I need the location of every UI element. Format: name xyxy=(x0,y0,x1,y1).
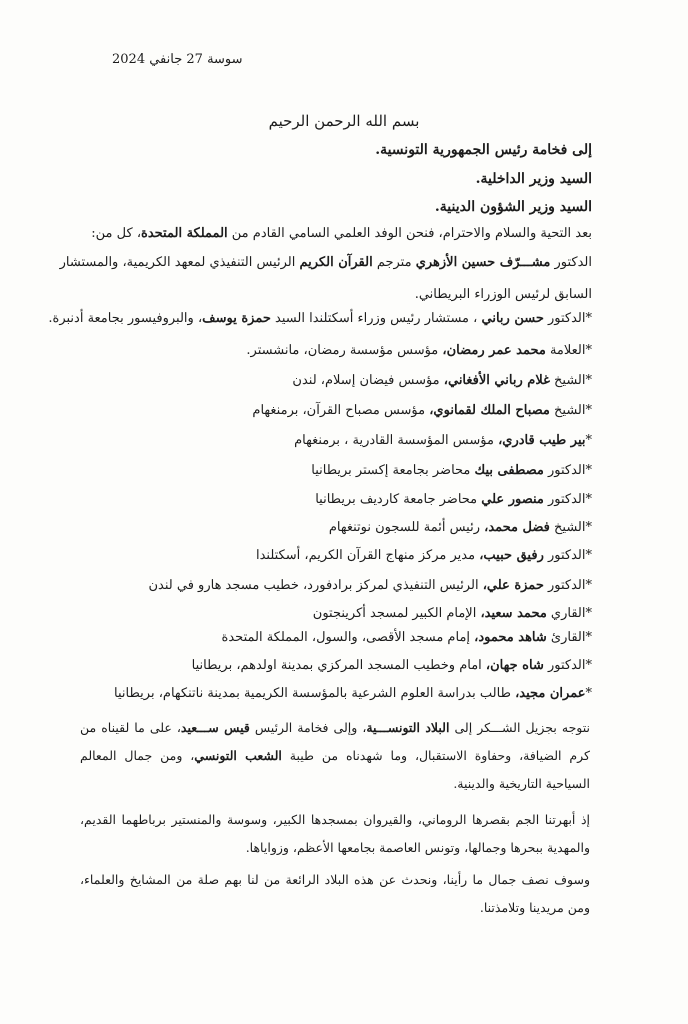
member-text: *الشيخ xyxy=(549,520,592,535)
member-line xyxy=(96,520,592,535)
thanks-text: نتوجه بجزيل الشـــكر إلى xyxy=(449,720,591,735)
paragraph-landmarks: إذ أبهرتنا الجم بقصرها الروماني، والقيروان بمسجدها الكبير، وسوسة والمنستير برباطهما القديم، والمهدية ببحرها وجمالها، وتونس العاصمة بجامعها الأعظم، وزواياها. xyxy=(80,812,590,855)
member-text: *القارئ xyxy=(546,630,592,645)
member-text: *القاري xyxy=(546,606,592,621)
member-text: ، مستشار رئيس وزراء أسكتلندا السيد xyxy=(270,311,482,326)
member-line xyxy=(96,578,592,593)
addressee-president: إلى فخامة رئيس الجمهورية التونسية. xyxy=(375,142,592,158)
quran-name: القرآن الكريم xyxy=(299,255,373,270)
intro-country: المملكة المتحدة xyxy=(141,226,228,241)
member-text: مؤسس مؤسسة رمضان، مانشستر. xyxy=(246,343,443,358)
member-text: الإمام الكبير لمسجد أكرينجتون xyxy=(312,606,481,621)
first-member-line-2: السابق لرئيس الوزراء البريطاني. xyxy=(414,287,592,302)
president-name: قيس ســـعيد xyxy=(180,720,250,735)
member-text: محاضر بجامعة إكستر بريطانيا xyxy=(311,463,475,478)
member-text: *الدكتور xyxy=(543,492,592,507)
thanks-text-4: ، ومن جمال المعالم السياحية التاريخية والدينية. xyxy=(80,748,590,791)
member-name: حسن رباني xyxy=(481,311,544,326)
member-name: بير طيب قادري، xyxy=(498,433,586,448)
member-name: حمزة علي، xyxy=(482,578,544,593)
member-text: *الشيخ xyxy=(549,403,592,418)
letter-date: سوسة 27 جانفي 2024 xyxy=(112,52,243,67)
member-name: غلام رباني الأفغاني، xyxy=(443,373,550,388)
member-name: منصور علي xyxy=(481,492,544,507)
member-line xyxy=(96,492,592,507)
member-name: فضل محمد، xyxy=(484,520,550,535)
member-text: * xyxy=(585,433,592,448)
member-name: مصباح الملك لقمانوي، xyxy=(429,403,550,418)
member-name: شاه جهان، xyxy=(485,658,544,673)
member-text: محاضر جامعة كارديف بريطانيا xyxy=(315,492,482,507)
member-text: *الشيخ xyxy=(549,373,592,388)
thanks-text-3: ، على ما لقيناه من كرم الضيافة، وحفاوة الاستقبال، وما شهدناه من طيبة xyxy=(80,720,590,763)
intro-line xyxy=(91,226,592,241)
member-text: *الدكتور xyxy=(543,311,592,326)
member-text: *الدكتور xyxy=(543,548,592,563)
member-line xyxy=(96,433,592,448)
addressee-religious-affairs-minister: السيد وزير الشؤون الدينية. xyxy=(434,199,592,215)
member-text: *الدكتور xyxy=(543,463,592,478)
member-line xyxy=(96,343,592,358)
member-line xyxy=(96,686,592,701)
member-name: رفيق حبيب، xyxy=(479,548,544,563)
first-member-line xyxy=(59,255,592,270)
member-text: مؤسس فيضان إسلام، لندن xyxy=(292,373,444,388)
intro-tail: ، كل من: xyxy=(91,226,142,241)
member-text: *العلامة xyxy=(545,343,592,358)
member-name: شاهد محمود، xyxy=(474,630,547,645)
member-name: مصطفى بيك xyxy=(474,463,544,478)
member-name: مشـــرّف حسين الأزهري xyxy=(415,255,551,270)
addressee-interior-minister: السيد وزير الداخلية. xyxy=(475,171,592,187)
member-line xyxy=(96,403,592,418)
member-text: مؤسس مصباح القرآن، برمنغهام xyxy=(252,403,430,418)
member-role: مترجم xyxy=(372,255,416,270)
member-name: حمزة يوسف xyxy=(202,311,271,326)
thanks-country: البلاد التونســـية xyxy=(366,720,450,735)
member-name: محمد عمر رمضان، xyxy=(442,343,546,358)
member-text: إمام مسجد الأقصى، والسول، المملكة المتحدة xyxy=(221,630,475,645)
member-text: *الدكتور xyxy=(543,658,592,673)
member-text: مدير مركز منهاج القرآن الكريم، أسكتلندا xyxy=(255,548,480,563)
member-text: امام وخطيب المسجد المركزي بمدينة اولدهم، بريطانيا xyxy=(191,658,486,673)
member-role-tail: الرئيس التنفيذي لمعهد الكريمية، والمستشار xyxy=(59,255,300,270)
member-line xyxy=(96,606,592,621)
member-line xyxy=(96,373,592,388)
member-text: طالب بدراسة العلوم الشرعية بالمؤسسة الكريمية بمدينة ناتنكهام، بريطانيا xyxy=(114,686,516,701)
thanks-text-2: ، وإلى فخامة الرئيس xyxy=(249,720,367,735)
member-line xyxy=(96,548,592,563)
thanks-paragraph xyxy=(80,714,590,798)
member-line xyxy=(96,630,592,645)
member-text: *الدكتور xyxy=(543,578,592,593)
member-title: الدكتور xyxy=(550,255,592,270)
member-text: مؤسس المؤسسة القادرية ، برمنغهام xyxy=(294,433,499,448)
tunisian-people: الشعب التونسي xyxy=(194,748,282,763)
member-text: ، والبروفيسور بجامعة أدنبرة. xyxy=(48,311,203,326)
member-line xyxy=(48,311,592,326)
member-name: محمد سعيد، xyxy=(480,606,547,621)
intro-text: بعد التحية والسلام والاحترام، فنحن الوفد العلمي السامي القادم من xyxy=(227,226,592,241)
paragraph-closing: وسوف نصف جمال ما رأينا، ونحدث عن هذه البلاد الرائعة من لنا بهم صلة من المشايخ والعلماء، ومن مريدينا وتلامذتنا. xyxy=(80,872,590,915)
member-text: رئيس أئمة للسجون نوتنغهام xyxy=(328,520,485,535)
member-name: عمران مجيد، xyxy=(515,686,586,701)
member-line xyxy=(96,463,592,478)
member-text: * xyxy=(585,686,592,701)
member-line xyxy=(96,658,592,673)
member-text: الرئيس التنفيذي لمركز برادفورد، خطيب مسجد هارو في لندن xyxy=(148,578,483,593)
bismillah: بسم الله الرحمن الرحيم xyxy=(268,112,420,130)
